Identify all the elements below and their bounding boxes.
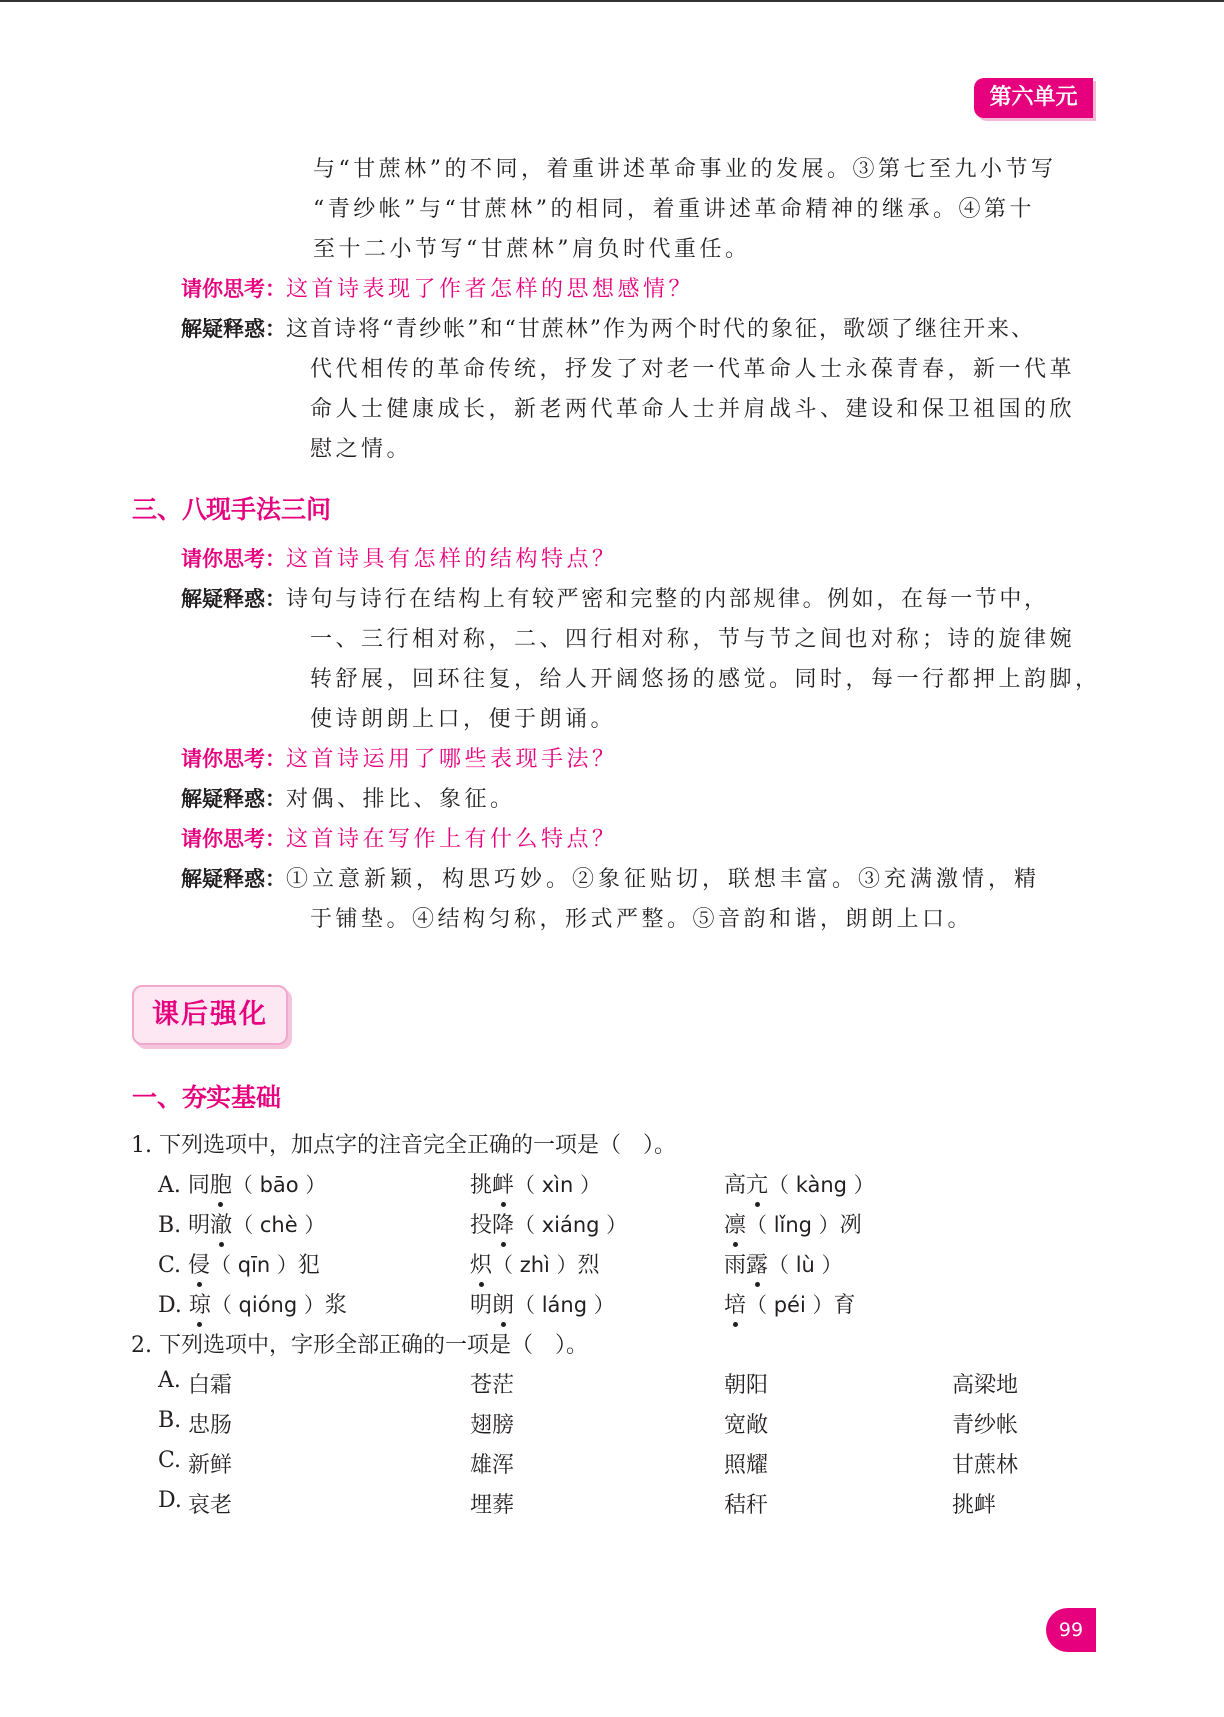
answer <box>181 782 516 813</box>
think-question: 这首诗运用了哪些表现手法？ <box>286 747 618 772</box>
word-part: 犯 <box>297 1253 320 1278</box>
answer-text: 对偶、排比、象征。 <box>286 787 516 812</box>
think-prompt <box>181 822 618 853</box>
option-word: 哀老 <box>188 1493 233 1518</box>
answer-line: 一、三行相对称，二、四行相对称，节与节之间也对称；诗的旋律婉 <box>310 627 1076 652</box>
pinyin: （ chè ） <box>232 1213 326 1237</box>
pinyin: （ péi ） <box>746 1293 834 1317</box>
word-part: 挑 <box>470 1173 493 1198</box>
option-word: 翅膀 <box>470 1413 515 1438</box>
dotted-char: 澈 <box>210 1213 233 1238</box>
pinyin: （ kàng ） <box>768 1173 875 1197</box>
dotted-char: 胞 <box>209 1173 232 1198</box>
option-letter: A. <box>158 1173 188 1198</box>
option-word: 宽敞 <box>724 1413 769 1438</box>
heading-mark-char: 夯 <box>182 1083 208 1112</box>
option-letter: C. <box>158 1253 189 1278</box>
think-question: 这首诗具有怎样的结构特点？ <box>286 547 618 572</box>
option-item <box>724 1168 875 1199</box>
option-item <box>724 1208 862 1239</box>
option-item <box>158 1248 320 1279</box>
heading-title: 实基础 <box>206 1083 282 1112</box>
option-letter: A. <box>158 1368 181 1393</box>
dotted-char: 露 <box>746 1253 769 1278</box>
para-line: “青纱帐”与“甘蔗林”的相同，着重讲述革命精神的继承。④第十 <box>313 197 1035 222</box>
dotted-char: 降 <box>492 1213 515 1238</box>
question-1-stem: 1. 下列选项中，加点字的注音完全正确的一项是（ ）。 <box>131 1133 676 1158</box>
answer <box>181 862 1040 893</box>
answer-label: 解疑释惑： <box>181 587 286 611</box>
heading-title: 现手法三问 <box>206 495 332 524</box>
dotted-char: 侵 <box>188 1253 211 1278</box>
option-word: 青纱帐 <box>952 1413 1019 1438</box>
option-item <box>470 1208 627 1239</box>
dotted-char: 凛 <box>724 1213 747 1238</box>
answer-label: 解疑释惑： <box>181 787 286 811</box>
think-prompt <box>181 272 694 303</box>
think-label: 请你思考： <box>181 747 286 771</box>
word-part: 雨 <box>724 1253 747 1278</box>
answer-text: 诗句与诗行在结构上有较严密和完整的内部规律。例如，在每一节中， <box>286 587 1049 612</box>
option-word: 白霜 <box>188 1373 233 1398</box>
word-part: 育 <box>833 1293 856 1318</box>
option-letter: B. <box>158 1408 182 1433</box>
question-2-stem: 2. 下列选项中，字形全部正确的一项是（ ）。 <box>131 1333 588 1358</box>
top-rule <box>0 0 1224 2</box>
answer <box>181 312 1035 343</box>
word-part: 投 <box>470 1213 493 1238</box>
option-letter: C. <box>158 1448 182 1473</box>
option-item <box>724 1288 855 1319</box>
option-letter: D. <box>158 1293 189 1318</box>
option-word: 高梁地 <box>952 1373 1019 1398</box>
option-word: 挑衅 <box>952 1493 997 1518</box>
answer-label: 解疑释惑： <box>181 867 286 891</box>
pinyin: （ lù ） <box>768 1253 843 1277</box>
option-item <box>158 1168 326 1199</box>
answer-line: 代代相传的革命传统，抒发了对老一代革命人士永葆青春，新一代革 <box>310 357 1076 382</box>
word-part: 明 <box>470 1293 493 1318</box>
word-part: 浆 <box>324 1293 347 1318</box>
option-item <box>470 1288 615 1319</box>
think-prompt <box>181 742 618 773</box>
option-word: 朝阳 <box>724 1373 769 1398</box>
think-question: 这首诗在写作上有什么特点？ <box>286 827 618 852</box>
option-item <box>724 1248 843 1279</box>
think-question: 这首诗表现了作者怎样的思想感情？ <box>286 277 695 302</box>
option-item <box>158 1288 347 1319</box>
option-word: 新鲜 <box>188 1453 233 1478</box>
answer-line: 于铺垫。④结构匀称，形式严整。⑤音韵和谐，朗朗上口。 <box>310 907 974 932</box>
option-word: 秸秆 <box>724 1493 769 1518</box>
answer <box>181 582 1049 613</box>
dotted-char: 亢 <box>746 1173 769 1198</box>
para-line: 至十二小节写“甘蔗林”肩负时代重任。 <box>313 237 751 262</box>
pinyin: （ qióng ） <box>210 1293 325 1317</box>
section-heading-1 <box>132 1078 281 1114</box>
option-letter: B. <box>158 1213 189 1238</box>
word-part: 烈 <box>577 1253 600 1278</box>
answer-label: 解疑释惑： <box>181 317 286 341</box>
option-word: 照耀 <box>724 1453 769 1478</box>
word-part: 冽 <box>839 1213 862 1238</box>
answer-line: 使诗朗朗上口，便于朗诵。 <box>310 707 617 732</box>
dotted-char: 衅 <box>492 1173 515 1198</box>
word-part: 同 <box>187 1173 210 1198</box>
option-letter: D. <box>158 1488 182 1513</box>
heading-prefix: 一、 <box>132 1083 183 1112</box>
word-part: 高 <box>724 1173 747 1198</box>
pinyin: （ xiáng ） <box>514 1213 628 1237</box>
dotted-char: 培 <box>724 1293 747 1318</box>
dotted-char: 炽 <box>470 1253 493 1278</box>
heading-mark-char: 八 <box>182 495 208 524</box>
after-class-title: 课后强化 <box>132 985 288 1045</box>
pinyin: （ qīn ） <box>210 1253 298 1277</box>
option-item <box>470 1248 600 1279</box>
word-part: 明 <box>188 1213 211 1238</box>
page-number: 99 <box>1046 1608 1096 1652</box>
para-line: 与“甘蔗林”的不同，着重讲述革命事业的发展。③第七至九小节写 <box>313 157 1057 182</box>
pinyin: （ lǐng ） <box>746 1213 840 1237</box>
think-label: 请你思考： <box>181 277 286 301</box>
pinyin: （ zhì ） <box>492 1253 578 1277</box>
think-label: 请你思考： <box>181 547 286 571</box>
option-word: 忠肠 <box>188 1413 233 1438</box>
unit-tab: 第六单元 <box>974 78 1093 118</box>
dotted-char: 琼 <box>188 1293 211 1318</box>
answer-text: ①立意新颖，构思巧妙。②象征贴切，联想丰富。③充满激情，精 <box>286 867 1041 892</box>
option-word: 苍茫 <box>470 1373 515 1398</box>
option-word: 甘蔗林 <box>952 1453 1019 1478</box>
option-word: 埋葬 <box>470 1493 515 1518</box>
answer-text: 这首诗将“青纱帐”和“甘蔗林”作为两个时代的象征，歌颂了继往开来、 <box>286 317 1035 342</box>
option-item <box>470 1168 601 1199</box>
section-heading-3 <box>132 490 331 526</box>
pinyin: （ láng ） <box>514 1293 615 1317</box>
think-prompt <box>181 542 618 573</box>
pinyin: （ bāo ） <box>231 1173 327 1197</box>
heading-prefix: 三、 <box>132 495 183 524</box>
answer-line: 慰之情。 <box>310 437 413 462</box>
pinyin: （ xìn ） <box>514 1173 601 1197</box>
think-label: 请你思考： <box>181 827 286 851</box>
option-word: 雄浑 <box>470 1453 515 1478</box>
dotted-char: 朗 <box>492 1293 515 1318</box>
answer-line: 命人士健康成长，新老两代革命人士并肩战斗、建设和保卫祖国的欣 <box>310 397 1076 422</box>
option-item <box>158 1208 325 1239</box>
answer-line: 转舒展，回环往复，给人开阔悠扬的感觉。同时，每一行都押上韵脚， <box>310 667 1101 692</box>
